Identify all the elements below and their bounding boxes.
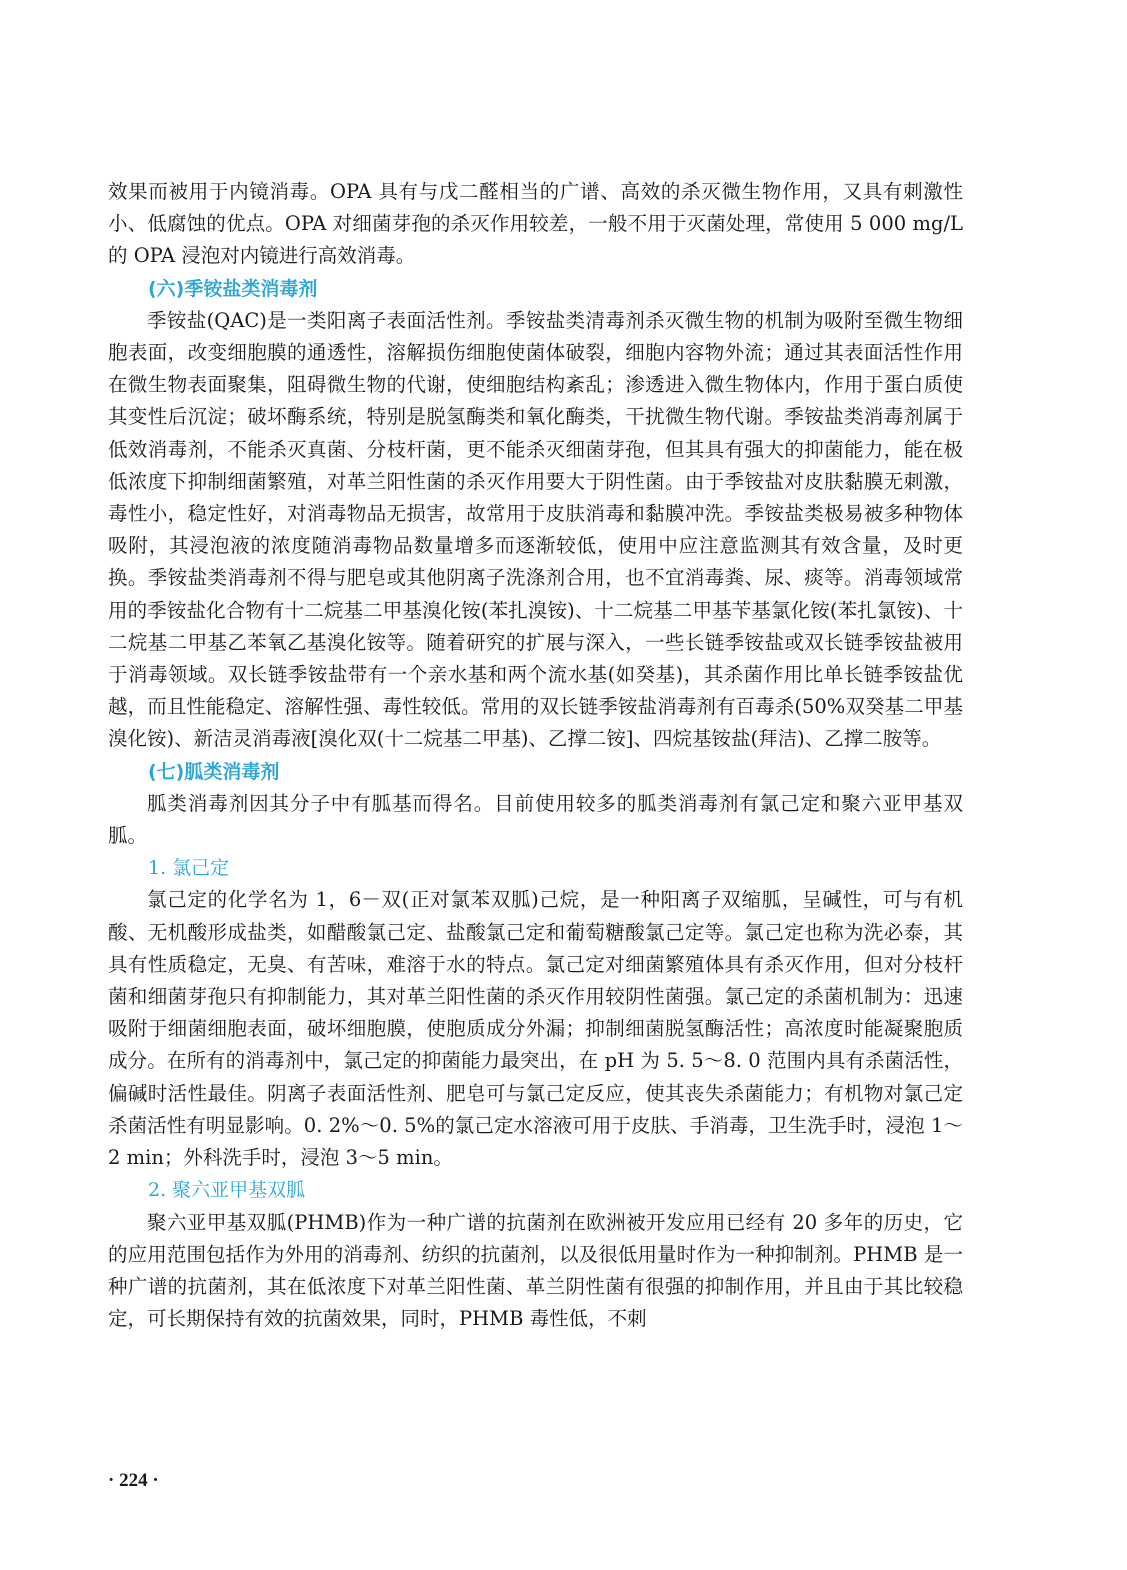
paragraph-opa: 效果而被用于内镜消毒。OPA 具有与戊二醛相当的广谱、高效的杀灭微生物作用，又具有刺激性小、低腐蚀的优点。OPA 对细菌芽孢的杀灭作用较差，一般不用于灭菌处理，常使用 5 000 mg/L 的 OPA 浸泡对内镜进行高效消毒。 <box>108 180 963 268</box>
page-number: · 224 · <box>108 1470 159 1491</box>
document-page <box>108 176 963 1335</box>
paragraph-guanidine: 胍类消毒剂因其分子中有胍基而得名。目前使用较多的胍类消毒剂有氯己定和聚六亚甲基双胍。 <box>108 791 963 848</box>
subheading-chlorhexidine: 1. 氯己定 <box>148 857 230 880</box>
subheading-phmb: 2. 聚六亚甲基双胍 <box>148 1179 306 1202</box>
paragraph-qac: 季铵盐(QAC)是一类阳离子表面活性剂。季铵盐类清毒剂杀灭微生物的机制为吸附至微生物细胞表面，改变细胞膜的通透性，溶解损伤细胞使菌体破裂，细胞内容物外流；通过其表面活性作用在微生物表面聚集，阻碍微生物的代谢，使细胞结构紊乱；渗透进入微生物体内，作用于蛋白质使其变性后沉淀；破坏酶系统，特别是脱氢酶类和氧化酶类，干扰微生物代谢。季铵盐类消毒剂属于低效消毒剂，不能杀灭真菌、分枝杆菌，更不能杀灭细菌芽孢，但其具有强大的抑菌能力，能在极低浓度下抑制细菌繁殖，对革兰阳性菌的杀灭作用要大于阴性菌。由于季铵盐对皮肤黏膜无刺激，毒性小，稳定性好，对消毒物品无损害，故常用于皮肤消毒和黏膜冲洗。季铵盐类极易被多种物体吸附，其浸泡液的浓度随消毒物品数量增多而逐渐较低，使用中应注意监测其有效含量，及时更换。季铵盐类消毒剂不得与肥皂或其他阴离子洗涤剂合用，也不宜消毒粪、尿、痰等。消毒领域常用的季铵盐化合物有十二烷基二甲基溴化铵(苯扎溴铵)、十二烷基二甲基苄基氯化铵(苯扎氯铵)、十二烷基二甲基乙苯氧乙基溴化铵等。随着研究的扩展与深入，一些长链季铵盐或双长链季铵盐被用于消毒领域。双长链季铵盐带有一个亲水基和两个流水基(如癸基)，其杀菌作用比单长链季铵盐优越，而且性能稳定、溶解性强、毒性较低。常用的双长链季铵盐消毒剂有百毒杀(50%双癸基二甲基溴化铵)、新洁灵消毒液[溴化双(十二烷基二甲基)、乙撑二铵]、四烷基铵盐(拜洁)、乙撑二胺等。 <box>108 308 963 751</box>
section-heading-guanidine: (七)胍类消毒剂 <box>148 760 280 783</box>
section-heading-quaternary-ammonium: (六)季铵盐类消毒剂 <box>148 277 318 300</box>
paragraph-phmb: 聚六亚甲基双胍(PHMB)作为一种广谱的抗菌剂在欧洲被开发应用已经有 20 多年的历史，它的应用范围包括作为外用的消毒剂、纺织的抗菌剂，以及很低用量时作为一种抑制剂。PHMB 是一种广谱的抗菌剂，其在低浓度下对革兰阳性菌、革兰阴性菌有很强的抑制作用，并且由于其比较稳定，可长期保持有效的抗菌效果，同时，PHMB 毒性低，不刺 <box>108 1210 963 1331</box>
paragraph-chlorhexidine: 氯己定的化学名为 1，6－双(正对氯苯双胍)己烷，是一种阳离子双缩胍，呈碱性，可与有机酸、无机酸形成盐类，如醋酸氯己定、盐酸氯己定和葡萄糖酸氯己定等。氯己定也称为洗必泰，其具有性质稳定，无臭、有苦味，难溶于水的特点。氯己定对细菌繁殖体具有杀灭作用，但对分枝杆菌和细菌芽孢只有抑制能力，其对革兰阳性菌的杀灭作用较阴性菌强。氯己定的杀菌机制为：迅速吸附于细菌细胞表面，破坏细胞膜，使胞质成分外漏；抑制细菌脱氢酶活性；高浓度时能凝聚胞质成分。在所有的消毒剂中，氯己定的抑菌能力最突出，在 pH 为 5. 5～8. 0 范围内具有杀菌活性，偏碱时活性最佳。阴离子表面活性剂、肥皂可与氯己定反应，使其丧失杀菌能力；有机物对氯己定杀菌活性有明显影响。0. 2%～0. 5%的氯己定水溶液可用于皮肤、手消毒，卫生洗手时，浸泡 1～2 min；外科洗手时，浸泡 3～5 min。 <box>108 888 963 1170</box>
